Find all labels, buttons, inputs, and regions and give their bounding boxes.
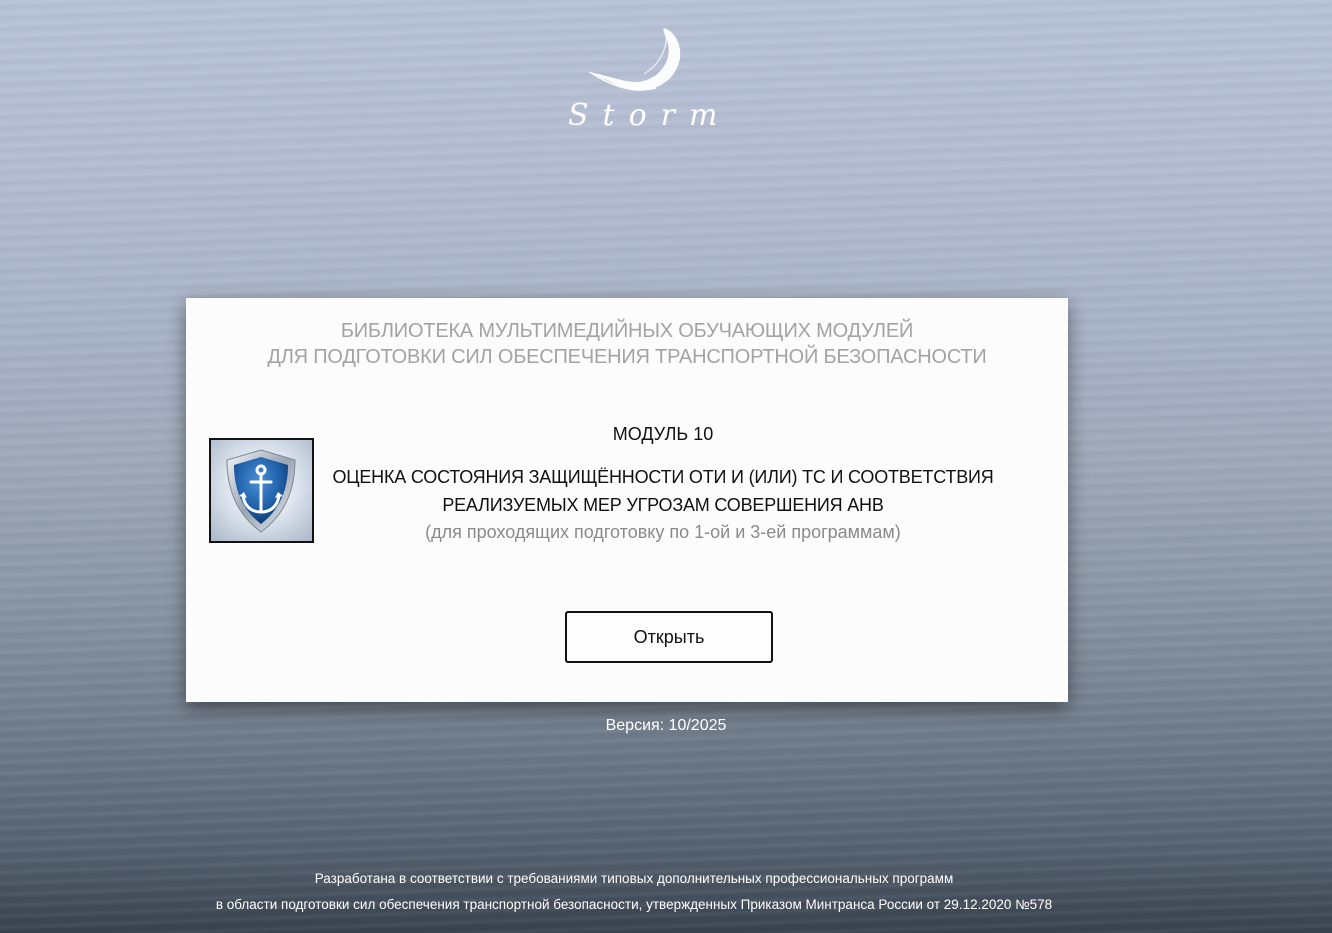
library-title [186,318,1068,370]
version-label: Версия: 10/2025 [605,717,727,734]
library-title-line2: ДЛЯ ПОДГОТОВКИ СИЛ ОБЕСПЕЧЕНИЯ ТРАНСПОРТНОЙ БЕЗОПАСНОСТИ [267,346,987,368]
footer-text [0,866,1268,918]
module-title-line2: РЕАЛИЗУЕМЫХ МЕР УГРОЗАМ СОВЕРШЕНИЯ АНВ [442,495,884,515]
module-number: МОДУЛЬ 10 [612,424,714,444]
library-title-line1: БИБЛИОТЕКА МУЛЬТИМЕДИЙНЫХ ОБУЧАЮЩИХ МОДУЛЕЙ [340,320,914,342]
module-card [186,298,1068,702]
storm-swirl-logo-icon [560,22,732,133]
logo-text: Storm [568,98,732,133]
footer-line2: в области подготовки сил обеспечения транспортной безопасности, утвержденных Приказом Минтранса России от 29.12.2020 №578 [215,897,1053,912]
module-title [286,463,1040,519]
storm-logo [560,22,732,133]
module-subtitle: (для проходящих подготовку по 1-ой и 3-ей программам) [425,522,901,542]
footer-line1: Разработана в соответствии с требованиями типовых дополнительных профессиональных программ [314,871,954,886]
module-title-line1: ОЦЕНКА СОСТОЯНИЯ ЗАЩИЩЁННОСТИ ОТИ И (ИЛИ) ТС И СООТВЕТСТВИЯ [332,467,994,487]
open-button[interactable]: Открыть [565,611,773,663]
